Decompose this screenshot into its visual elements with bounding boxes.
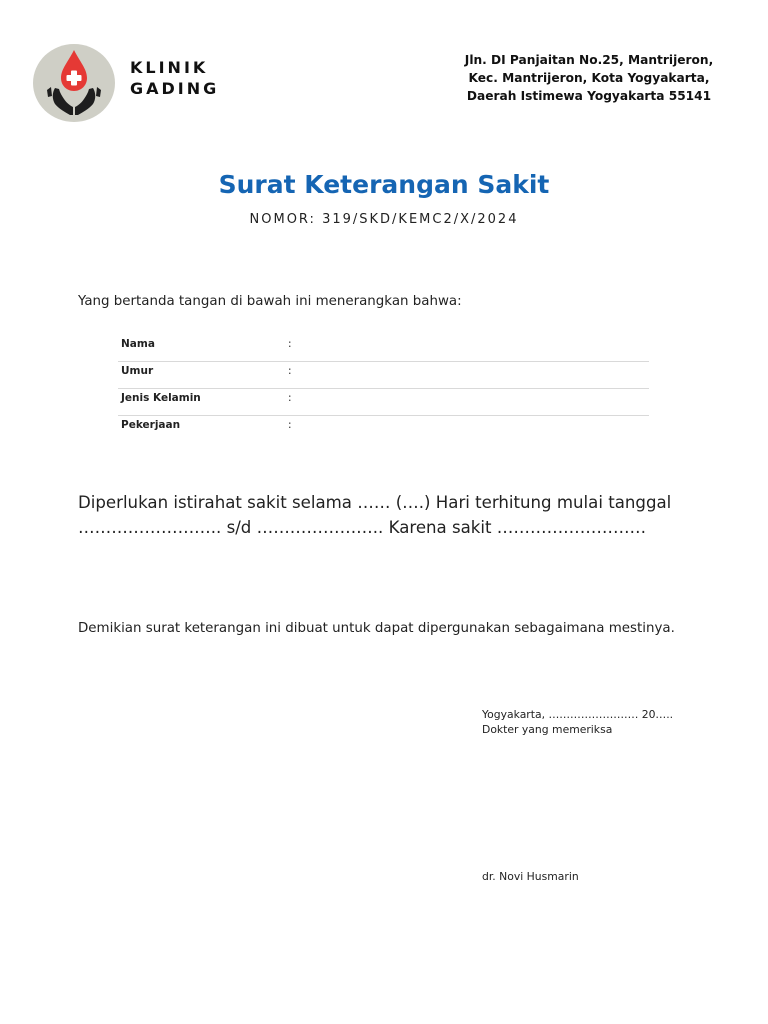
signature-block	[482, 707, 673, 737]
field-label: Jenis Kelamin	[121, 392, 201, 404]
field-label: Nama	[121, 338, 155, 350]
address-line2: Kec. Mantrijeron, Kota Yogyakarta,	[468, 71, 710, 85]
patient-fields	[118, 335, 649, 442]
field-label: Pekerjaan	[121, 419, 181, 431]
clinic-logo	[33, 44, 115, 122]
field-row-nama	[118, 335, 649, 362]
doctor-name: dr. Novi Husmarin	[482, 870, 579, 883]
intro-text: Yang bertanda tangan di bawah ini menerangkan bahwa:	[78, 294, 462, 309]
clinic-name-line1: KLINIK	[130, 58, 209, 77]
field-separator: :	[288, 392, 292, 404]
field-row-jenis-kelamin	[118, 389, 649, 416]
address-line3: Daerah Istimewa Yogyakarta 55141	[466, 89, 712, 103]
document-number: NOMOR: 319/SKD/KEMC2/X/2024	[249, 212, 519, 227]
clinic-address	[439, 51, 739, 105]
field-label: Umur	[121, 365, 154, 377]
signature-role: Dokter yang memeriksa	[482, 723, 613, 736]
document-title: Surat Keterangan Sakit	[218, 170, 550, 199]
field-row-umur	[118, 362, 649, 389]
clinic-name	[130, 57, 219, 99]
blood-drop-in-hands-icon	[33, 44, 115, 122]
clinic-name-line2: GADING	[130, 79, 220, 98]
field-separator: :	[288, 365, 292, 377]
field-separator: :	[288, 338, 292, 350]
address-line1: Jln. DI Panjaitan No.25, Mantrijeron,	[464, 53, 714, 67]
rest-statement: Diperlukan istirahat sakit selama …… (….) Hari terhitung mulai tanggal …………………….. s/d ………………….. Karena sakit ………………………	[78, 493, 672, 537]
field-row-pekerjaan	[118, 416, 649, 442]
closing-statement: Demikian surat keterangan ini dibuat untuk dapat dipergunakan sebagaimana mestinya.	[78, 621, 675, 636]
field-separator: :	[288, 419, 292, 431]
signature-place-date: Yogyakarta, ……………………. 20…..	[482, 708, 674, 721]
